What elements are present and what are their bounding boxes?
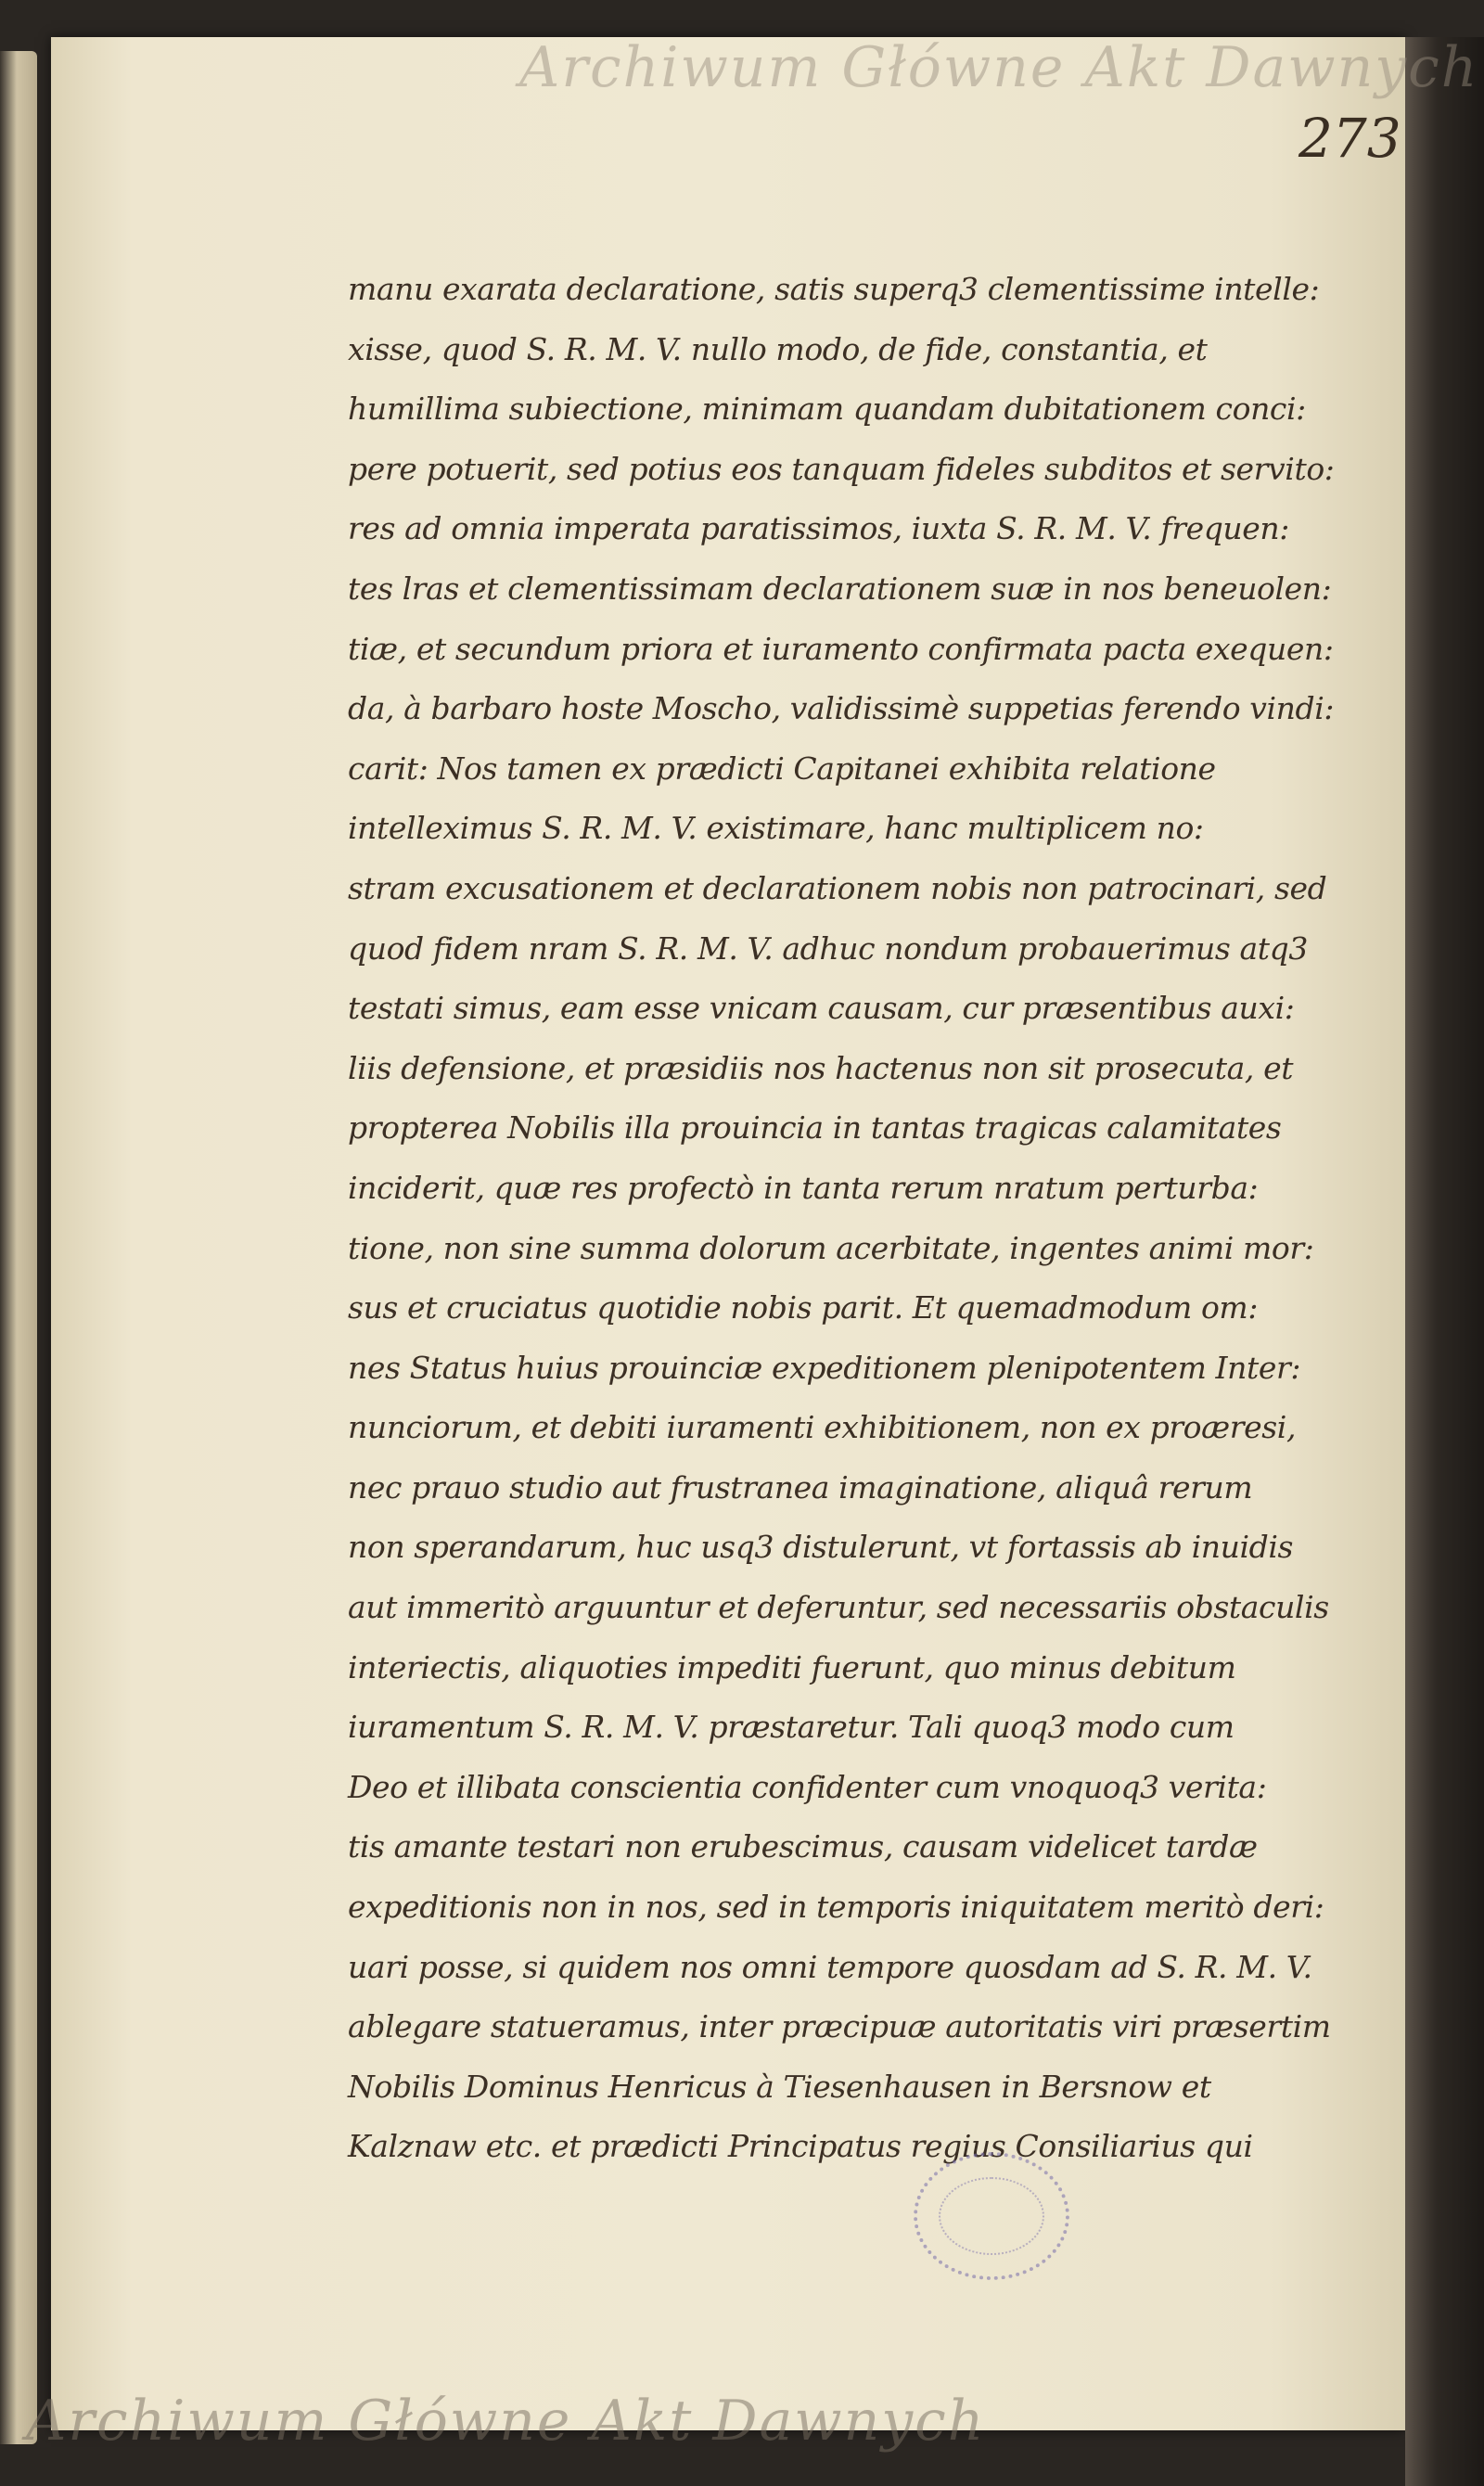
archive-watermark-top: Archiwum Główne Akt Dawnych	[519, 35, 1479, 100]
manuscript-line: nec prauo studio aut frustranea imaginatione, aliquâ rerum	[348, 1468, 1253, 1506]
manuscript-line: ablegare statueramus, inter præcipuæ autoritatis viri præsertim	[348, 2008, 1331, 2045]
previous-leaf-edge	[0, 51, 37, 2444]
manuscript-line: manu exarata declaratione, satis superq3 clementissime intelle:	[348, 271, 1320, 307]
manuscript-line: nunciorum, et debiti iuramenti exhibitionem, non ex proæresi,	[348, 1409, 1297, 1446]
manuscript-line: expeditionis non in nos, sed in temporis iniquitatem meritò deri:	[348, 1889, 1324, 1926]
manuscript-line: testati simus, eam esse vnicam causam, cur præsentibus auxi:	[348, 990, 1295, 1027]
manuscript-line: quod fidem nram S. R. M. V. adhuc nondum probauerimus atq3	[348, 929, 1308, 967]
manuscript-line: propterea Nobilis illa prouincia in tantas tragicas calamitates	[348, 1109, 1282, 1147]
manuscript-line: tiæ, et secundum priora et iuramento confirmata pacta exequen:	[348, 630, 1334, 667]
manuscript-line: da, à barbaro hoste Moscho, validissimè suppetias ferendo vindi:	[348, 690, 1335, 727]
manuscript-line: tis amante testari non erubescimus, causam videlicet tardæ	[348, 1828, 1258, 1865]
manuscript-line: Nobilis Dominus Henricus à Tiesenhausen in Bersnow et	[348, 2068, 1211, 2105]
archive-watermark-bottom: Archiwum Główne Akt Dawnych	[26, 2389, 986, 2454]
manuscript-line: intelleximus S. R. M. V. existimare, hanc multiplicem no:	[348, 810, 1204, 847]
manuscript-line: liis defensione, et præsidiis nos hactenus non sit prosecuta, et	[348, 1049, 1294, 1086]
manuscript-line: Kalznaw etc. et prædicti Principatus regius Consiliarius qui	[348, 2128, 1253, 2165]
library-stamp-icon	[914, 2152, 1069, 2280]
manuscript-line: carit: Nos tamen ex prædicti Capitanei exhibita relatione	[348, 750, 1216, 787]
binding-edge	[1405, 37, 1484, 2486]
manuscript-line: xisse, quod S. R. M. V. nullo modo, de fide, constantia, et	[348, 330, 1208, 367]
manuscript-line: non sperandarum, huc usq3 distulerunt, vt fortassis ab inuidis	[348, 1529, 1294, 1566]
manuscript-line: tes lras et clementissimam declarationem suæ in nos beneuolen:	[348, 570, 1332, 607]
library-stamp-inner	[939, 2177, 1044, 2255]
manuscript-line: nes Status huius prouinciæ expeditionem plenipotentem Inter:	[348, 1349, 1301, 1386]
manuscript-line: tione, non sine summa dolorum acerbitate, ingentes animi mor:	[348, 1229, 1314, 1266]
manuscript-line: Deo et illibata conscientia confidenter cum vnoquoq3 verita:	[348, 1768, 1267, 1805]
manuscript-line: sus et cruciatus quotidie nobis parit. Et quemadmodum om:	[348, 1289, 1259, 1326]
manuscript-line: aut immeritò arguuntur et deferuntur, sed necessariis obstaculis	[348, 1589, 1329, 1626]
manuscript-line: res ad omnia imperata paratissimos, iuxta S. R. M. V. frequen:	[348, 510, 1289, 547]
manuscript-text	[348, 260, 1335, 2177]
manuscript-line: interiectis, aliquoties impediti fuerunt, quo minus debitum	[348, 1648, 1236, 1685]
manuscript-line: pere potuerit, sed potius eos tanquam fideles subditos et servito:	[348, 450, 1335, 487]
manuscript-line: iuramentum S. R. M. V. præstaretur. Tali quoq3 modo cum	[348, 1709, 1235, 1746]
manuscript-line: stram excusationem et declarationem nobis non patrocinari, sed	[348, 869, 1327, 906]
manuscript-line: inciderit, quæ res profectò in tanta rerum nratum perturba:	[348, 1169, 1259, 1206]
folio-number: 273	[1298, 107, 1401, 170]
manuscript-line: humillima subiectione, minimam quandam dubitationem conci:	[348, 391, 1306, 428]
manuscript-line: uari posse, si quidem nos omni tempore quosdam ad S. R. M. V.	[348, 1948, 1312, 1985]
